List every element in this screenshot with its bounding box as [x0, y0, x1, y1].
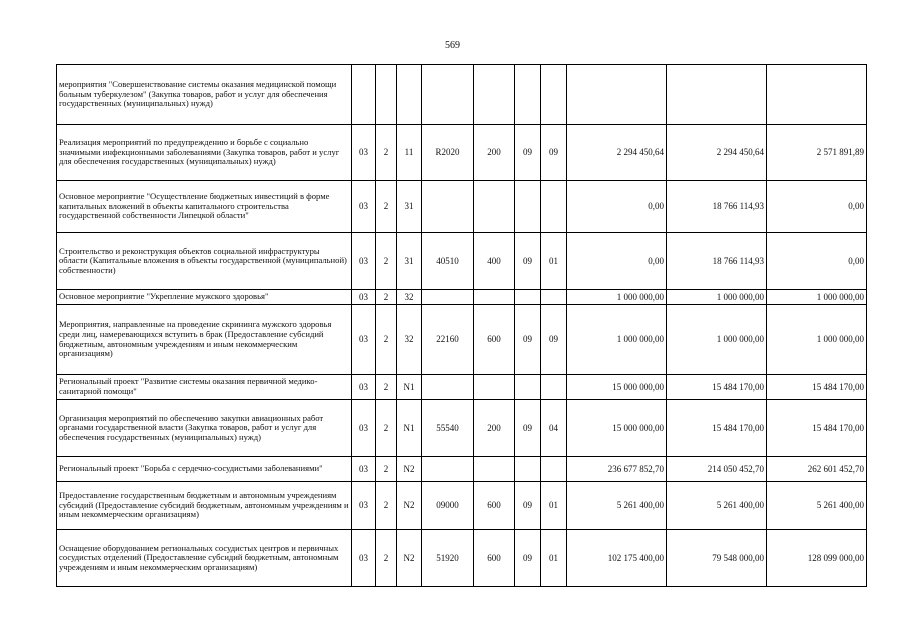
- code-expense-type: 400: [474, 233, 515, 290]
- amount-year-1: 236 677 852,70: [567, 457, 667, 482]
- code-direction: 40510: [422, 233, 474, 290]
- amount-year-3: 0,00: [767, 181, 867, 233]
- code-event: 31: [397, 181, 422, 233]
- code-event: 32: [397, 290, 422, 305]
- amount-year-1: 5 261 400,00: [567, 482, 667, 530]
- amount-year-2: 214 050 452,70: [667, 457, 767, 482]
- code-section: 09: [515, 482, 541, 530]
- code-event: N2: [397, 482, 422, 530]
- table-row: [57, 290, 867, 305]
- code-section: [515, 65, 541, 125]
- code-subsection: [541, 65, 567, 125]
- code-expense-type: 600: [474, 305, 515, 375]
- table-row: [57, 181, 867, 233]
- code-expense-type: [474, 65, 515, 125]
- code-subsection: 01: [541, 233, 567, 290]
- code-direction: 22160: [422, 305, 474, 375]
- row-description: Региональный проект "Развитие системы оказания первичной медико-санитарной помощи": [57, 375, 352, 400]
- table-row: [57, 457, 867, 482]
- code-event: N1: [397, 400, 422, 457]
- code-subprogram: 2: [376, 457, 397, 482]
- code-direction: [422, 181, 474, 233]
- code-subsection: 09: [541, 305, 567, 375]
- code-program: 03: [352, 482, 376, 530]
- code-direction: 51920: [422, 530, 474, 587]
- amount-year-1: 1 000 000,00: [567, 305, 667, 375]
- code-subsection: 01: [541, 482, 567, 530]
- amount-year-2: 2 294 450,64: [667, 125, 767, 181]
- code-expense-type: 600: [474, 530, 515, 587]
- code-program: 03: [352, 181, 376, 233]
- amount-year-3: 1 000 000,00: [767, 290, 867, 305]
- row-description: Основное мероприятие "Укрепление мужского здоровья": [57, 290, 352, 305]
- row-description: мероприятия "Совершенствование системы оказания медицинской помощи больным туберкулезом" (Закупка товаров, работ и услуг для обеспечения государственных (муниципальных) нужд): [57, 65, 352, 125]
- table-row: [57, 375, 867, 400]
- code-section: [515, 181, 541, 233]
- amount-year-2: [667, 65, 767, 125]
- amount-year-3: 15 484 170,00: [767, 375, 867, 400]
- code-subprogram: 2: [376, 400, 397, 457]
- code-section: 09: [515, 530, 541, 587]
- code-subsection: [541, 181, 567, 233]
- amount-year-3: 5 261 400,00: [767, 482, 867, 530]
- amount-year-2: 18 766 114,93: [667, 233, 767, 290]
- code-subsection: [541, 457, 567, 482]
- row-description: Реализация мероприятий по предупреждению и борьбе с социально значимыми инфекционными заболеваниями (Закупка товаров, работ и услуг для обеспечения государственных (муниципальных) нужд): [57, 125, 352, 181]
- code-subprogram: 2: [376, 290, 397, 305]
- table-row: [57, 530, 867, 587]
- code-event: 11: [397, 125, 422, 181]
- row-description: Основное мероприятие "Осуществление бюджетных инвестиций в форме капитальных вложений в объекты капитального строительства государственной собственности Липецкой области": [57, 181, 352, 233]
- amount-year-3: 15 484 170,00: [767, 400, 867, 457]
- code-expense-type: 200: [474, 125, 515, 181]
- code-section: 09: [515, 233, 541, 290]
- row-description: Региональный проект "Борьба с сердечно-сосудистыми заболеваниями": [57, 457, 352, 482]
- code-direction: [422, 290, 474, 305]
- code-program: 03: [352, 400, 376, 457]
- amount-year-3: 1 000 000,00: [767, 305, 867, 375]
- page-number: 569: [445, 40, 460, 51]
- code-event: N2: [397, 530, 422, 587]
- code-direction: R2020: [422, 125, 474, 181]
- code-subsection: [541, 290, 567, 305]
- code-subprogram: 2: [376, 305, 397, 375]
- row-description: Организация мероприятий по обеспечению закупки авиационных работ органами государственной власти (Закупка товаров, работ и услуг для обеспечения государственных (муниципальных) нужд): [57, 400, 352, 457]
- code-section: [515, 457, 541, 482]
- code-subsection: 01: [541, 530, 567, 587]
- code-event: 31: [397, 233, 422, 290]
- amount-year-2: 1 000 000,00: [667, 290, 767, 305]
- code-subprogram: 2: [376, 375, 397, 400]
- code-program: 03: [352, 457, 376, 482]
- amount-year-2: 79 548 000,00: [667, 530, 767, 587]
- code-section: 09: [515, 400, 541, 457]
- code-subsection: [541, 375, 567, 400]
- code-program: 03: [352, 375, 376, 400]
- code-program: [352, 65, 376, 125]
- code-section: 09: [515, 125, 541, 181]
- code-expense-type: [474, 181, 515, 233]
- amount-year-3: 0,00: [767, 233, 867, 290]
- table-row: [57, 482, 867, 530]
- code-expense-type: 600: [474, 482, 515, 530]
- amount-year-2: 18 766 114,93: [667, 181, 767, 233]
- code-direction: 09000: [422, 482, 474, 530]
- code-expense-type: 200: [474, 400, 515, 457]
- amount-year-1: 102 175 400,00: [567, 530, 667, 587]
- code-direction: [422, 65, 474, 125]
- code-subsection: 04: [541, 400, 567, 457]
- code-section: [515, 375, 541, 400]
- code-subprogram: [376, 65, 397, 125]
- amount-year-1: 15 000 000,00: [567, 375, 667, 400]
- code-subprogram: 2: [376, 482, 397, 530]
- row-description: Предоставление государственным бюджетным и автономным учреждениям субсидий (Предоставление субсидий бюджетным, автономным учреждениям и иным некоммерческим организациям): [57, 482, 352, 530]
- code-direction: [422, 375, 474, 400]
- row-description: Оснащение оборудованием региональных сосудистых центров и первичных сосудистых отделений (Предоставление субсидий бюджетным, автономным учреждениям и иным некоммерческим организациям): [57, 530, 352, 587]
- amount-year-1: 0,00: [567, 181, 667, 233]
- amount-year-1: 1 000 000,00: [567, 290, 667, 305]
- table-row: [57, 233, 867, 290]
- table-body: [57, 65, 867, 587]
- amount-year-2: 1 000 000,00: [667, 305, 767, 375]
- row-description: Мероприятия, направленные на проведение скрининга мужского здоровья среди лиц, намеревающихся вступить в брак (Предоставление субсидий бюджетным, автономным учреждениям и иным некоммерческим организациям): [57, 305, 352, 375]
- code-subprogram: 2: [376, 530, 397, 587]
- amount-year-1: 15 000 000,00: [567, 400, 667, 457]
- code-section: 09: [515, 305, 541, 375]
- table-row: [57, 305, 867, 375]
- amount-year-1: 0,00: [567, 233, 667, 290]
- amount-year-2: 15 484 170,00: [667, 375, 767, 400]
- amount-year-3: [767, 65, 867, 125]
- code-program: 03: [352, 125, 376, 181]
- amount-year-1: 2 294 450,64: [567, 125, 667, 181]
- amount-year-2: 5 261 400,00: [667, 482, 767, 530]
- code-direction: 55540: [422, 400, 474, 457]
- code-subsection: 09: [541, 125, 567, 181]
- code-subprogram: 2: [376, 233, 397, 290]
- amount-year-3: 2 571 891,89: [767, 125, 867, 181]
- amount-year-2: 15 484 170,00: [667, 400, 767, 457]
- code-direction: [422, 457, 474, 482]
- code-event: N2: [397, 457, 422, 482]
- amount-year-3: 128 099 000,00: [767, 530, 867, 587]
- code-event: N1: [397, 375, 422, 400]
- code-event: 32: [397, 305, 422, 375]
- row-description: Строительство и реконструкция объектов социальной инфраструктуры области (Капитальные вложения в объекты государственной (муниципальной) собственности): [57, 233, 352, 290]
- table-row: [57, 400, 867, 457]
- table-row: [57, 125, 867, 181]
- budget-table: [56, 64, 867, 587]
- table-row: [57, 65, 867, 125]
- code-expense-type: [474, 290, 515, 305]
- amount-year-3: 262 601 452,70: [767, 457, 867, 482]
- code-program: 03: [352, 290, 376, 305]
- code-subprogram: 2: [376, 125, 397, 181]
- code-expense-type: [474, 375, 515, 400]
- amount-year-1: [567, 65, 667, 125]
- code-program: 03: [352, 305, 376, 375]
- code-program: 03: [352, 530, 376, 587]
- code-expense-type: [474, 457, 515, 482]
- code-section: [515, 290, 541, 305]
- code-program: 03: [352, 233, 376, 290]
- code-subprogram: 2: [376, 181, 397, 233]
- code-event: [397, 65, 422, 125]
